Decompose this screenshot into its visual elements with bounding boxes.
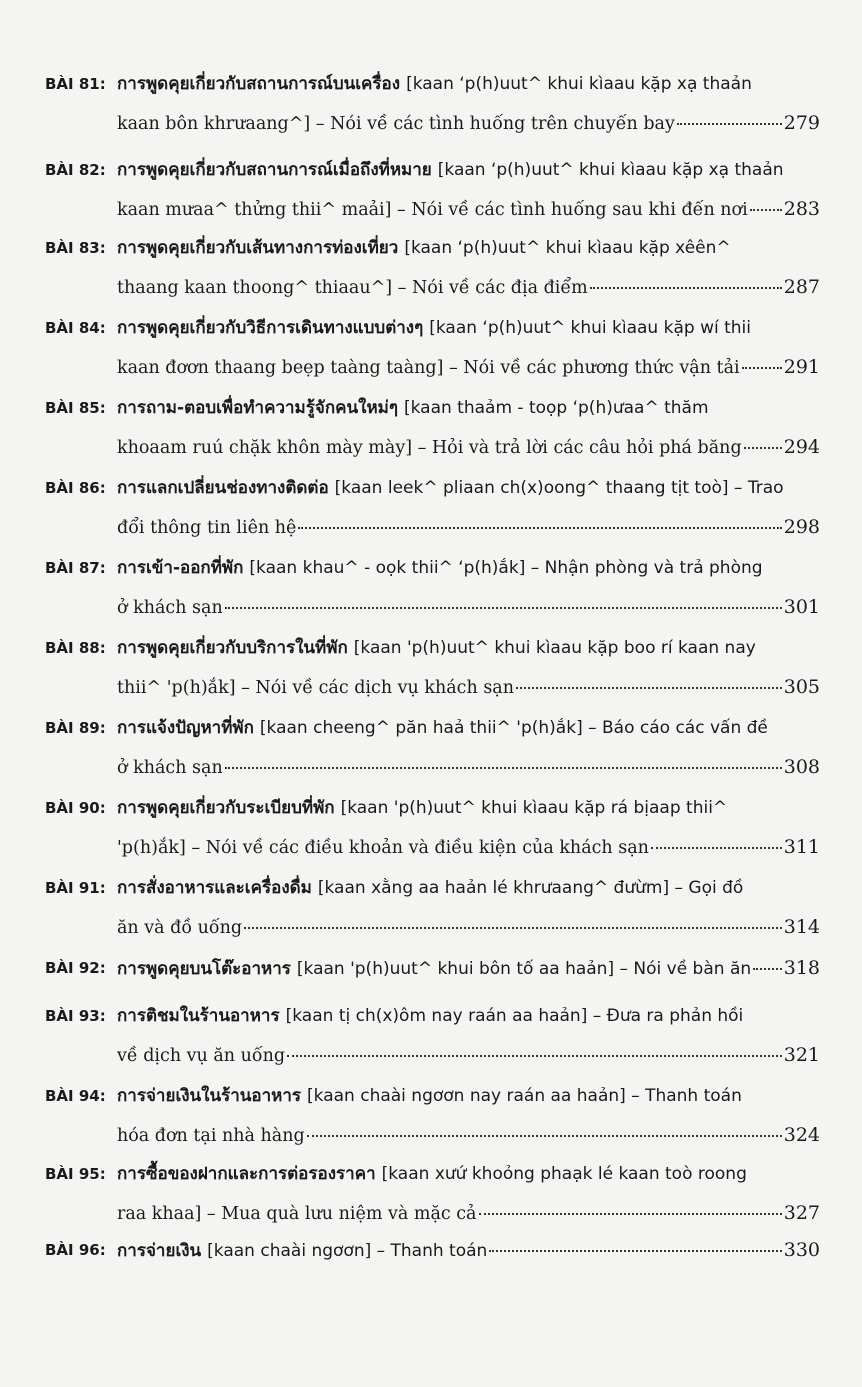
romanization: [kaan ‘p(h)uut^ khui kìaau kặp xạ thaản: [437, 160, 784, 180]
page-number: 279: [783, 112, 820, 134]
thai-title: การถาม-ตอบเพื่อทำความรู้จักคนใหม่ๆ: [117, 398, 398, 418]
romanization: [kaan thaảm - toọp ‘p(h)ưaa^ thăm: [403, 398, 709, 418]
entry-title-continued: ăn và đồ uống: [117, 918, 243, 938]
entry-title-continued: khoaam ruú chặk khôn mày mày] – Hỏi và trả lời các câu hỏi phá băng: [117, 438, 742, 458]
thai-title: การสั่งอาหารและเครื่องดื่ม: [117, 878, 312, 898]
toc-entry-88: [45, 630, 820, 708]
romanization: [kaan 'p(h)uut^ khui kìaau kặp boo rí kaan nay: [353, 638, 756, 658]
romanization: [kaan xằng aa haản lé khrưaang^ đưừm] – Gọi đồ: [317, 878, 744, 898]
thai-title: การจ่ายเงินในร้านอาหาร: [117, 1086, 302, 1106]
thai-title: การจ่ายเงิน: [117, 1241, 202, 1261]
toc-entry-87: [45, 550, 820, 628]
page-number: 318: [783, 957, 820, 979]
entry-title-continued: ở khách sạn: [117, 598, 223, 618]
thai-title: การพูดคุยบนโต๊ะอาหาร: [117, 959, 291, 979]
page-number: 287: [783, 276, 820, 298]
page-number: 298: [783, 516, 820, 538]
dot-leader: [750, 209, 782, 211]
entry-title-continued: đổi thông tin liên hệ: [117, 518, 297, 538]
page-number: 321: [783, 1044, 820, 1066]
entry-title-continued: hóa đơn tại nhà hàng: [117, 1126, 305, 1146]
romanization: [kaan chaài ngơơn nay raán aa haản] – Thanh toán: [307, 1086, 742, 1106]
thai-title: การแจ้งปัญหาที่พัก: [117, 718, 254, 738]
lesson-number: BÀI 85:: [45, 399, 106, 417]
toc-entry-89: [45, 710, 820, 788]
entry-title-continued: kaan đơơn thaang beẹp taàng taàng] – Nói về các phương thức vận tải: [117, 358, 740, 378]
page-number: 330: [783, 1239, 820, 1261]
lesson-number: BÀI 84:: [45, 319, 106, 337]
page-number: 327: [783, 1202, 820, 1224]
lesson-number: BÀI 86:: [45, 479, 106, 497]
lesson-number: BÀI 92:: [45, 959, 106, 977]
thai-title: การพูดคุยเกี่ยวกับสถานการณ์เมื่อถึงที่หมาย: [117, 160, 432, 180]
toc-entry-96: [45, 1232, 820, 1271]
dot-leader: [287, 1055, 782, 1057]
entry-title-continued: kaan bôn khrưaang^] – Nói về các tình huống trên chuyến bay: [117, 114, 675, 134]
dot-leader: [244, 927, 782, 929]
lesson-number: BÀI 93:: [45, 1007, 106, 1025]
romanization: [kaan cheeng^ păn haả thii^ 'p(h)ắk] – Báo cáo các vấn đề: [259, 718, 768, 738]
romanization: [kaan ‘p(h)uut^ khui kìaau kặp wí thii: [429, 318, 751, 338]
lesson-number: BÀI 94:: [45, 1087, 106, 1105]
page-number: 324: [783, 1124, 820, 1146]
page-number: 294: [783, 436, 820, 458]
entry-title-continued: ở khách sạn: [117, 758, 223, 778]
romanization: [kaan khau^ - oọk thii^ ‘p(h)ắk] – Nhận phòng và trả phòng: [249, 558, 763, 578]
romanization: [kaan xưứ khoỏng phaạk lé kaan toò roong: [381, 1164, 747, 1184]
thai-title: การซื้อของฝากและการต่อรองราคา: [117, 1164, 376, 1184]
toc-entry-83: [45, 230, 820, 308]
entry-title-continued: 'p(h)ắk] – Nói về các điều khoản và điều kiện của khách sạn: [117, 838, 649, 858]
lesson-number: BÀI 88:: [45, 639, 106, 657]
romanization: [kaan 'p(h)uut^ khui kìaau kặp rá bịaap thii^: [340, 798, 728, 818]
page-number: 314: [783, 916, 820, 938]
page-number: 301: [783, 596, 820, 618]
page-number: 283: [783, 198, 820, 220]
page-number: 305: [783, 676, 820, 698]
lesson-number: BÀI 82:: [45, 161, 106, 179]
thai-title: การพูดคุยเกี่ยวกับเส้นทางการท่องเที่ยว: [117, 238, 399, 258]
dot-leader: [677, 123, 782, 125]
romanization: [kaan ‘p(h)uut^ khui kìaau kặp xêên^: [404, 238, 731, 258]
dot-leader: [744, 447, 782, 449]
thai-title: การพูดคุยเกี่ยวกับบริการในที่พัก: [117, 638, 348, 658]
toc-entry-95: [45, 1156, 820, 1234]
lesson-number: BÀI 83:: [45, 239, 106, 257]
thai-title: การแลกเปลี่ยนช่องทางติดต่อ: [117, 478, 329, 498]
toc-entry-93: [45, 998, 820, 1076]
toc-entry-82: [45, 152, 820, 230]
dot-leader: [225, 767, 782, 769]
toc-entry-94: [45, 1078, 820, 1156]
lesson-number: BÀI 96:: [45, 1241, 106, 1259]
toc-entry-90: [45, 790, 820, 868]
lesson-number: BÀI 95:: [45, 1165, 106, 1183]
dot-leader: [651, 847, 782, 849]
entry-title-continued: về dịch vụ ăn uống: [117, 1046, 286, 1066]
thai-title: การเข้า-ออกที่พัก: [117, 558, 244, 578]
lesson-number: BÀI 91:: [45, 879, 106, 897]
toc-entry-81: [45, 66, 820, 144]
dot-leader: [479, 1213, 782, 1215]
lesson-number: BÀI 90:: [45, 799, 106, 817]
toc-entry-84: [45, 310, 820, 388]
page-number: 308: [783, 756, 820, 778]
thai-title: การพูดคุยเกี่ยวกับวิธีการเดินทางแบบต่างๆ: [117, 318, 424, 338]
romanization: [kaan chaài ngơơn] – Thanh toán: [207, 1241, 488, 1261]
toc-entry-85: [45, 390, 820, 468]
dot-leader: [516, 687, 782, 689]
toc-entry-91: [45, 870, 820, 948]
romanization: [kaan 'p(h)uut^ khui bôn tố aa haản] – Nói về bàn ăn: [296, 959, 752, 979]
page-number: 291: [783, 356, 820, 378]
dot-leader: [225, 607, 782, 609]
lesson-number: BÀI 87:: [45, 559, 106, 577]
lesson-number: BÀI 81:: [45, 75, 106, 93]
thai-title: การพูดคุยเกี่ยวกับระเบียบที่พัก: [117, 798, 335, 818]
romanization: [kaan tị ch(x)ôm nay raán aa haản] – Đưa ra phản hồi: [285, 1006, 744, 1026]
dot-leader: [489, 1250, 781, 1252]
dot-leader: [307, 1135, 782, 1137]
thai-title: การพูดคุยเกี่ยวกับสถานการณ์บนเครื่อง: [117, 74, 401, 94]
entry-title-continued: kaan mưaa^ thửng thii^ maải] – Nói về các tình huống sau khi đến nơi: [117, 200, 748, 220]
toc-entry-92: [45, 950, 820, 989]
entry-title-continued: raa khaa] – Mua quà lưu niệm và mặc cả: [117, 1204, 477, 1224]
dot-leader: [753, 968, 782, 970]
dot-leader: [742, 367, 782, 369]
romanization: [kaan leek^ pliaan ch(x)oong^ thaang tịt toò] – Trao: [334, 478, 784, 498]
thai-title: การติชมในร้านอาหาร: [117, 1006, 280, 1026]
lesson-number: BÀI 89:: [45, 719, 106, 737]
romanization: [kaan ‘p(h)uut^ khui kìaau kặp xạ thaản: [406, 74, 752, 94]
entry-title-continued: thii^ 'p(h)ắk] – Nói về các dịch vụ khách sạn: [117, 678, 515, 698]
dot-leader: [590, 287, 782, 289]
entry-title-continued: thaang kaan thoong^ thiaau^] – Nói về các địa điểm: [117, 278, 588, 298]
page-number: 311: [783, 836, 820, 858]
toc-entry-86: [45, 470, 820, 548]
dot-leader: [298, 527, 781, 529]
